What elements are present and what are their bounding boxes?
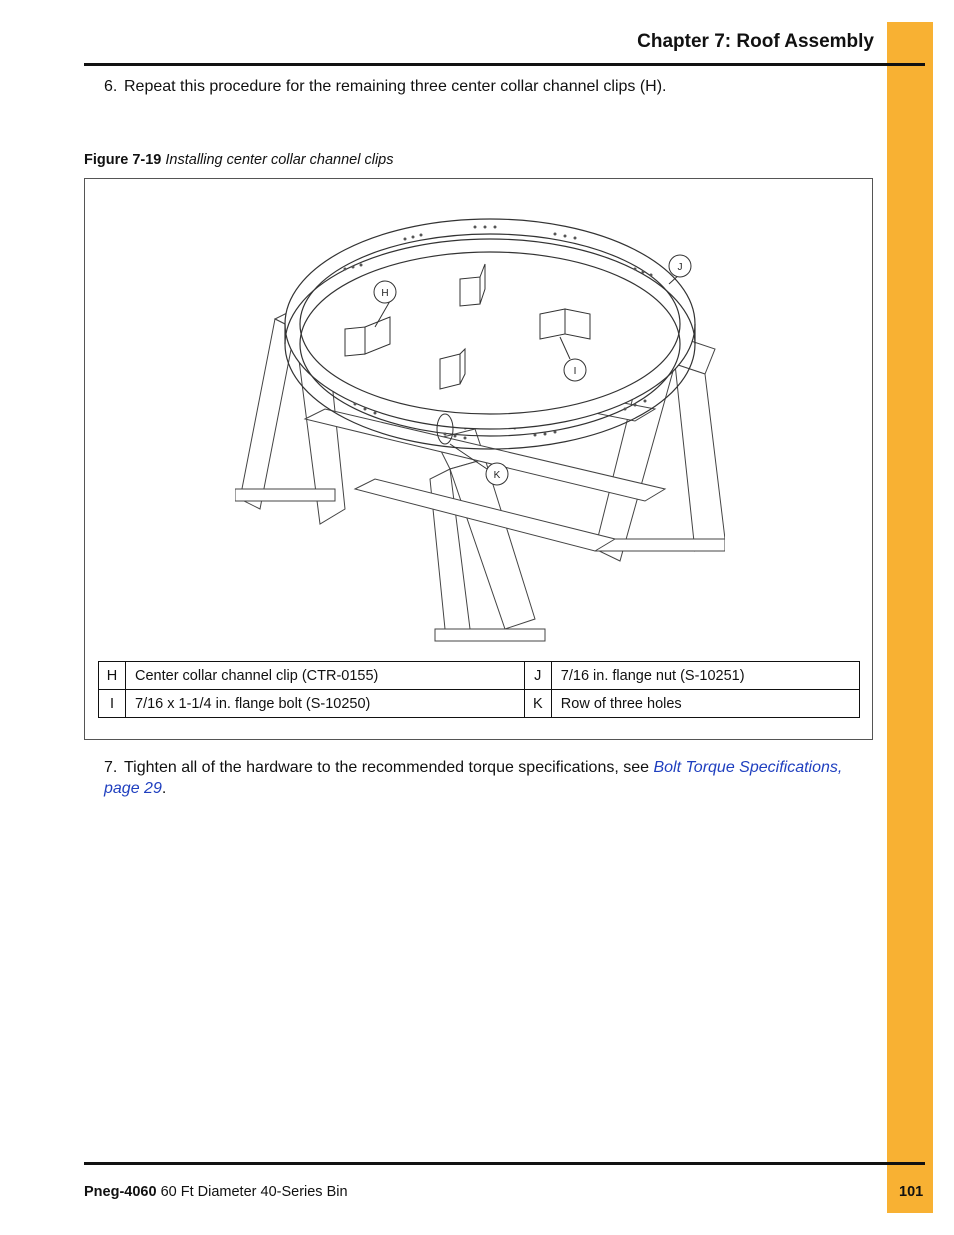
chapter-side-tab: [887, 22, 933, 1213]
figure-label: Figure 7-19: [84, 152, 162, 168]
header-rule: [84, 63, 925, 66]
figure-box: [84, 178, 873, 740]
footer: [84, 1184, 348, 1200]
step-text: [104, 759, 842, 797]
figure-caption-text: Installing center collar channel clips: [165, 152, 394, 168]
step-text-before: Tighten all of the hardware to the recommended torque specifications, see: [124, 759, 654, 776]
table-row: [99, 690, 860, 718]
callout-k: K: [493, 470, 501, 481]
bolt-torque-link[interactable]: Bolt Torque Specifications, page 29: [104, 759, 843, 797]
table-row: [99, 662, 860, 690]
legend-desc: 7/16 in. flange nut (S-10251): [551, 662, 859, 690]
footer-rule: [84, 1162, 925, 1165]
figure-legend-table: [98, 661, 860, 718]
callout-h: H: [381, 288, 389, 299]
collar-assembly-illustration: [235, 189, 725, 649]
step-number: 7.: [104, 759, 118, 776]
legend-key: H: [99, 662, 126, 690]
page-number: 101: [899, 1184, 924, 1200]
legend-key: J: [524, 662, 551, 690]
figure-caption: [84, 152, 393, 168]
legend-key: I: [99, 690, 126, 718]
legend-desc: 7/16 x 1-1/4 in. flange bolt (S-10250): [126, 690, 525, 718]
legend-key: K: [524, 690, 551, 718]
callout-j: J: [677, 262, 683, 273]
step-text-after: .: [161, 780, 167, 797]
step-7: [104, 757, 864, 799]
doc-title: 60 Ft Diameter 40-Series Bin: [160, 1184, 348, 1200]
chapter-title: Chapter 7: Roof Assembly: [637, 31, 874, 52]
step-6: [104, 76, 667, 97]
doc-id: Pneg-4060: [84, 1184, 157, 1200]
legend-desc: Center collar channel clip (CTR-0155): [126, 662, 525, 690]
step-text: Repeat this procedure for the remaining three center collar channel clips (H).: [124, 78, 667, 95]
step-number: 6.: [104, 78, 118, 95]
callout-i: I: [573, 366, 577, 377]
legend-desc: Row of three holes: [551, 690, 859, 718]
